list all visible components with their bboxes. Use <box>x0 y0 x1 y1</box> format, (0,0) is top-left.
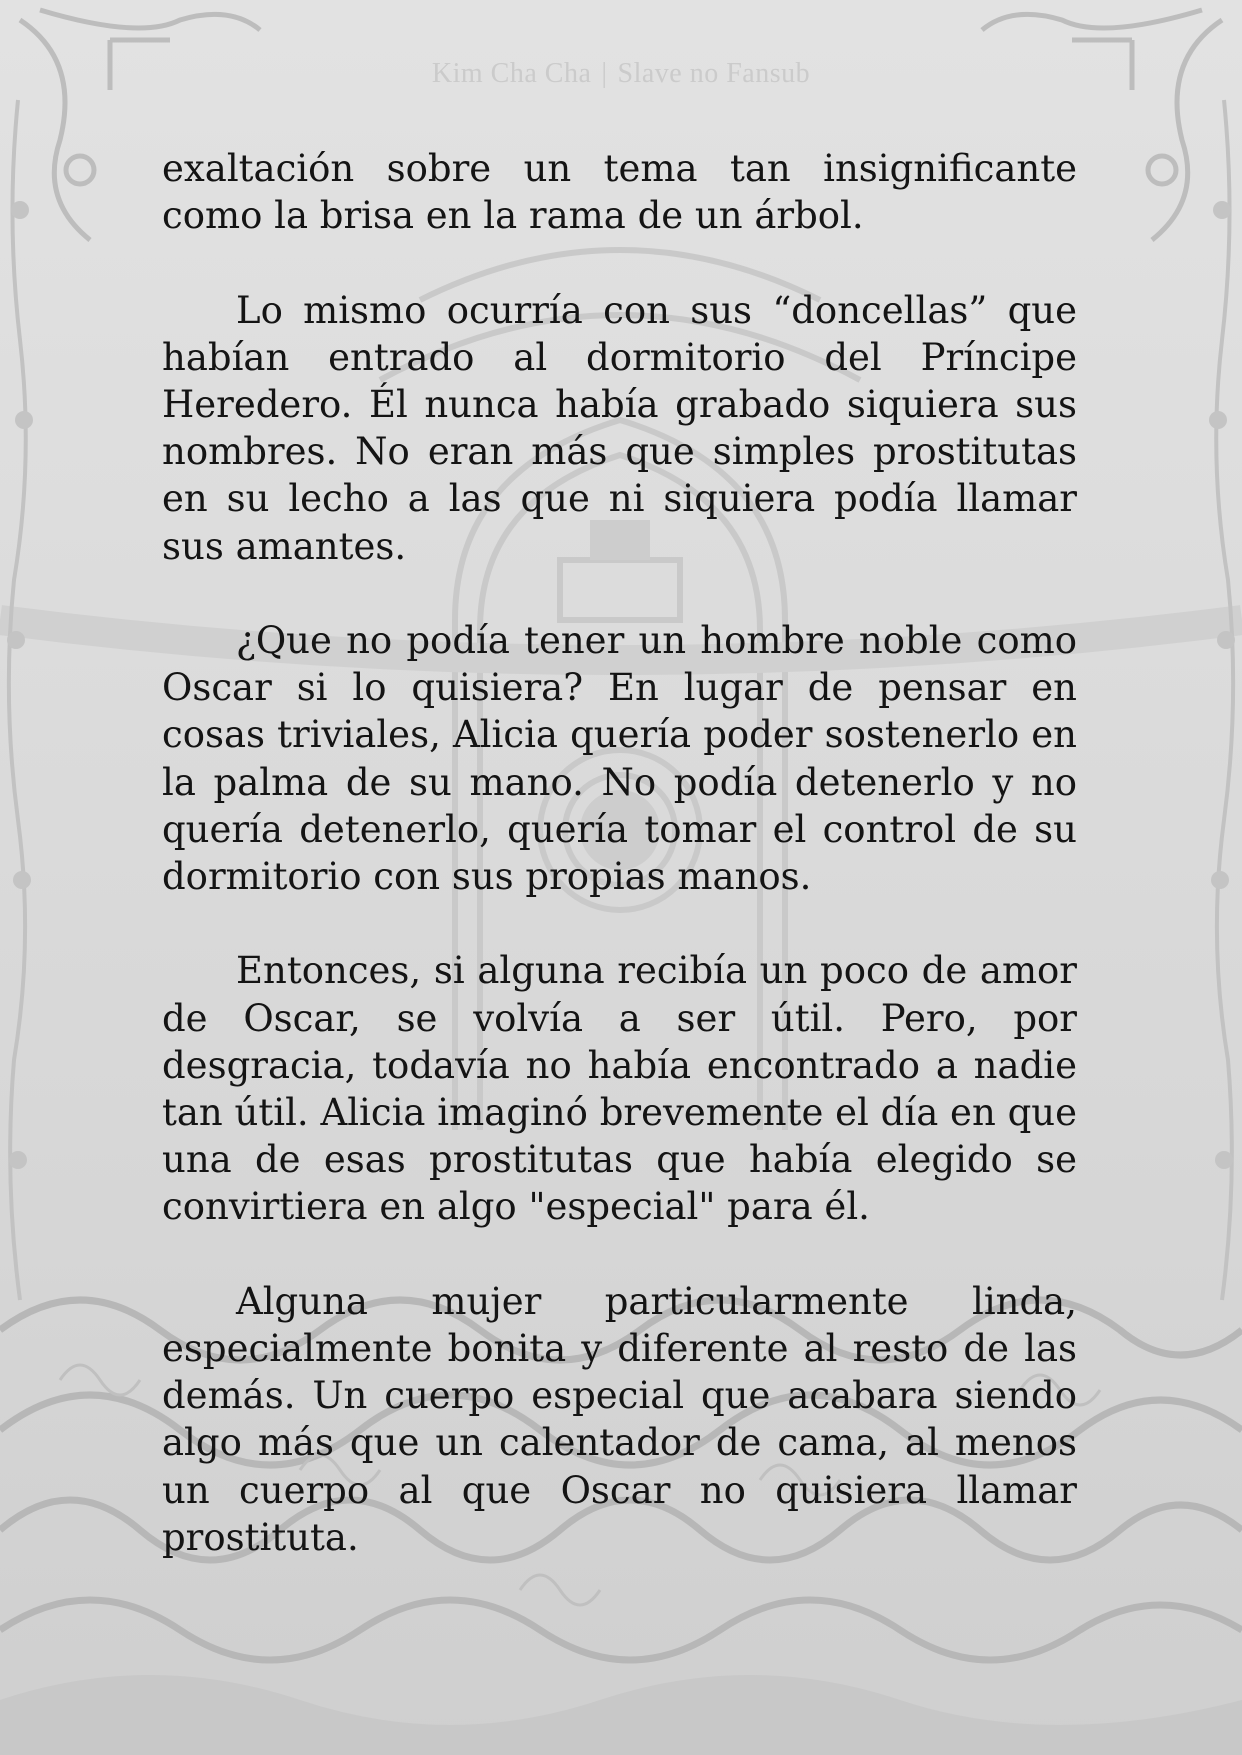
paragraph-5: Alguna mujer particularmente linda, especialmente bonita y diferente al resto de las demás. Un cuerpo especial que acabara siendo algo más que un calentador de cama, al menos un cuerpo al que Oscar no quisiera llamar prostituta. <box>162 1279 1077 1559</box>
watermark-header <box>0 58 1242 90</box>
paragraph-3: ¿Que no podía tener un hombre noble como Oscar si lo quisiera? En lugar de pensar en cosas triviales, Alicia quería poder sostenerlo en la palma de su mano. No podía detenerlo y no quería detenerlo, quería tomar el control de su dormitorio con sus propias manos. <box>162 619 1077 899</box>
header-scanlator-right: Slave no Fansub <box>617 58 811 89</box>
paragraph-1: exaltación sobre un tema tan insignificante como la brisa en la rama de un árbol. <box>162 147 1077 238</box>
body-text <box>162 145 1077 1608</box>
header-scanlator-left: Kim Cha Cha <box>431 58 592 89</box>
paragraph-4: Entonces, si alguna recibía un poco de amor de Oscar, se volvía a ser útil. Pero, por desgracia, todavía no había encontrado a nadie tan útil. Alicia imaginó brevemente el día en que una de esas prostitutas que había elegido se convirtiera en algo "especial" para él. <box>162 949 1077 1229</box>
paragraph-2: Lo mismo ocurría con sus “doncellas” que habían entrado al dormitorio del Príncipe Heredero. Él nunca había grabado siquiera sus nombres. No eran más que simples prostitutas en su lecho a las que ni siquiera podía llamar sus amantes. <box>162 288 1077 568</box>
header-separator: | <box>601 58 608 89</box>
